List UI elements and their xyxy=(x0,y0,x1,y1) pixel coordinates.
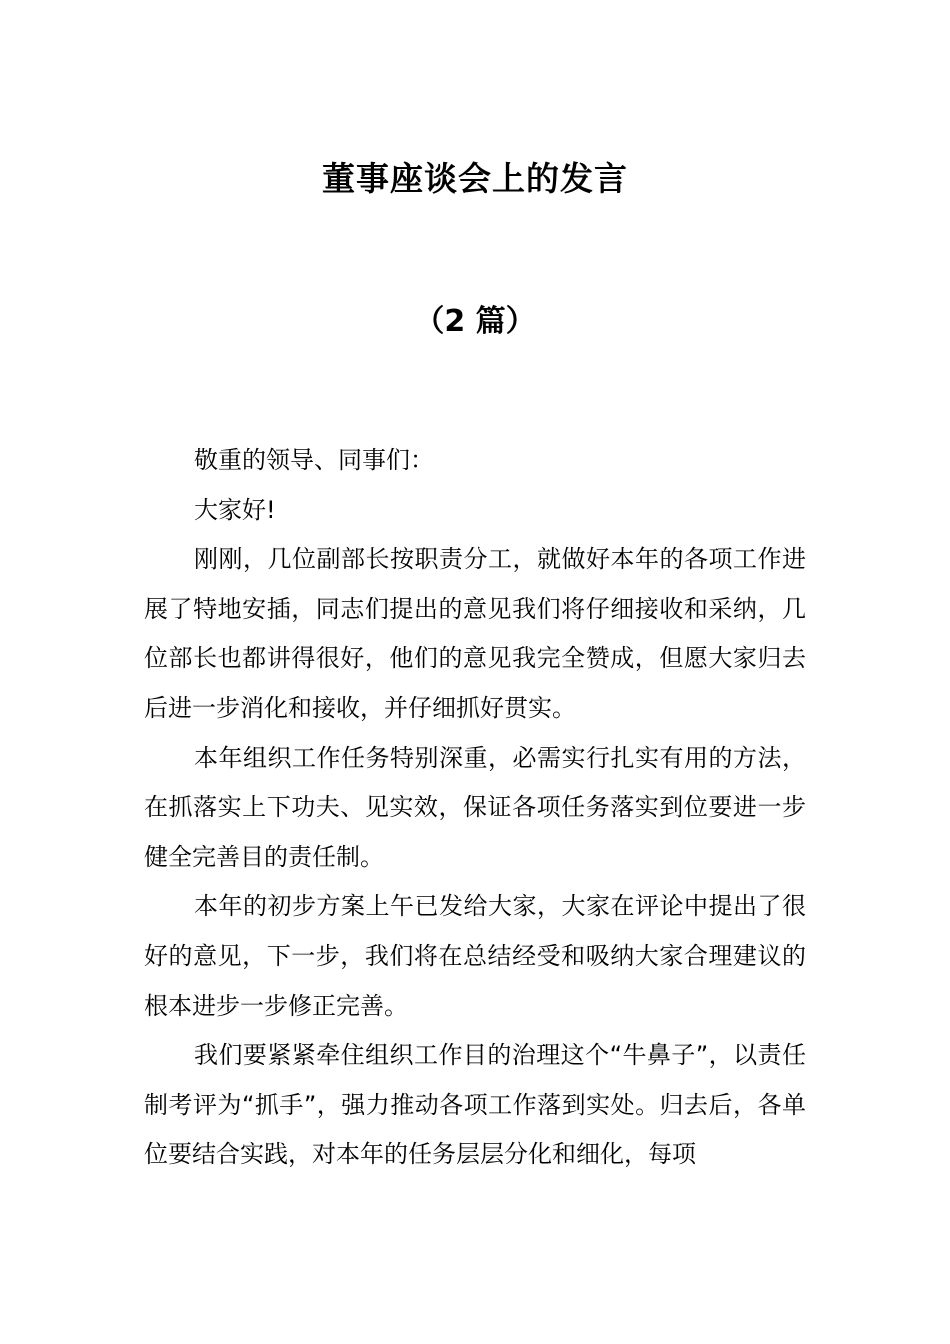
paragraph: 我们要紧紧牵住组织工作目的治理这个“牛鼻子”，以责任制考评为“抓手”，强力推动各项工作落到实处。归去后，各单位要结合实践，对本年的任务层层分化和细化，每项 xyxy=(144,1041,806,1169)
paragraph: 本年组织工作任务特别深重，必需实行扎实有用的方法，在抓落实上下功夫、见实效，保证各项任务落实到位要进一步健全完善目的责任制。 xyxy=(144,743,806,871)
paragraph-greeting: 大家好! xyxy=(194,495,276,524)
paragraph: 本年的初步方案上午已发给大家，大家在评论中提出了很好的意见，下一步，我们将在总结经受和吸纳大家合理建议的根本进步一步修正完善。 xyxy=(144,892,806,1020)
document-body xyxy=(144,436,806,1180)
document-subtitle: （2 篇） xyxy=(414,304,536,339)
document-title: 董事座谈会上的发言 xyxy=(322,159,628,198)
paragraph-salutation: 敬重的领导、同事们： xyxy=(194,446,434,474)
paragraph: 刚刚，几位副部长按职责分工，就做好本年的各项工作进展了特地安插，同志们提出的意见我们将仔细接收和采纳，几位部长也都讲得很好，他们的意见我完全赞成，但愿大家归去后进一步消化和接收，并仔细抓好贯实。 xyxy=(144,545,806,722)
